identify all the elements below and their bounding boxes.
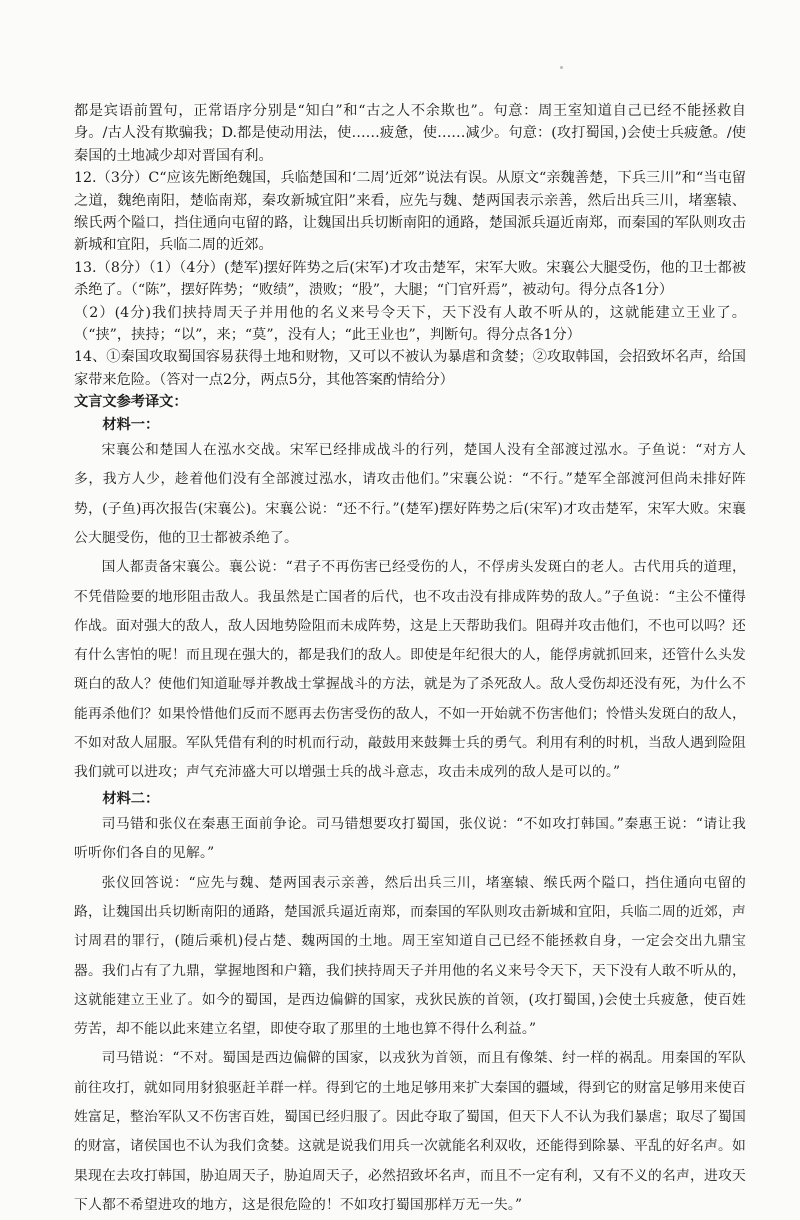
material-two-heading: 材料二： <box>102 790 160 807</box>
material-one-paragraph-2: 国人都责备宋襄公。襄公说：“君子不再伤害已经受伤的人，不俘虏头发斑白的老人。古代用兵的道理，不凭借险要的地形阻击敌人。我虽然是亡国者的后代，也不攻击没有排成阵势的敌人。”子鱼说：“主公不懂得作战。面对强大的敌人，敌人因地势险阻而未成阵势，这是上天帮助我们。阻碍并攻击他们，不也可以吗？还有什么害怕的呢！而且现在强大的，都是我们的敌人。即使是年纪很大的人，能俘虏就抓回来，还管什么头发斑白的敌人？使他们知道耻辱并教战士掌握战斗的方法，就是为了杀死敌人。敌人受伤却还没有死，为什么不能再杀他们？如果怜惜他们反而不愿再去伤害受伤的敌人，不如一开始就不伤害他们；怜惜头发斑白的敌人，不如对敌人屈服。军队凭借有利的时机而行动，敲鼓用来鼓舞士兵的勇气。利用有利的时机，当敌人遇到险阻我们就可以进攻；声气充沛盛大可以增强士兵的战斗意志，攻击未成列的敌人是可以的。” <box>74 559 746 781</box>
scan-speck <box>560 66 563 69</box>
material-one-paragraph-1: 宋襄公和楚国人在泓水交战。宋军已经排成战斗的行列，楚国人没有全部渡过泓水。子鱼说：“对方人多，我方人少，趁着他们没有全部渡过泓水，请攻击他们。”宋襄公说：“不行。”楚军全部渡河但尚未排好阵势，(子鱼)再次报告(宋襄公)。宋襄公说：“还不行。”(楚军)摆好阵势之后(宋军)才攻击楚军，宋军大败。宋襄公大腿受伤，他的卫士都被杀绝了。 <box>74 442 746 546</box>
answer-10-continuation: 都是宾语前置句，正常语序分别是“知白”和“古之人不余欺也”。句意：周王室知道自己已经不能拯救自身。/古人没有欺骗我；D.都是使动用法，使……疲惫，使……减少。句意：(攻打蜀国，)会使士兵疲惫。/使秦国的土地减少却对晋国有利。 <box>74 103 746 164</box>
material-two-paragraph-1: 司马错和张仪在秦惠王面前争论。司马错想要攻打蜀国，张仪说：“不如攻打韩国。”秦惠王说：“请让我听听你们各自的见解。” <box>74 816 746 862</box>
answer-12: 12.（3分）C“应该先断绝魏国，兵临楚国和‘二周’近郊”说法有误。从原文“亲魏善楚，下兵三川”和“当屯留之道，魏绝南阳，楚临南郑，秦攻新城宜阳”来看，应先与魏、楚两国表示亲善，然后出兵三川，堵塞辕、缑氏两个隘口，挡住通向屯留的路，让魏国出兵切断南阳的通路，楚国派兵逼近南郑，而秦国的军队则攻击新城和宜阳，兵临二周的近郊。 <box>74 170 746 254</box>
material-two-paragraph-3: 司马错说：“不对。蜀国是西边偏僻的国家，以戎狄为首领，而且有像桀、纣一样的祸乱。用秦国的军队前往攻打，就如同用豺狼驱赶羊群一样。得到它的土地足够用来扩大秦国的疆域，得到它的财富足够用来使百姓富足，整治军队又不伤害百姓，蜀国已经归服了。因此夺取了蜀国，但天下人不认为我们暴虐；取尽了蜀国的财富，诸侯国也不认为我们贪婪。这就是说我们用兵一次就能名利双收，还能得到除暴、平乱的好名声。如果现在去攻打韩国，胁迫周天子，胁迫周天子，必然招致坏名声，而且不一定有利，又有不义的名声，进攻天下人都不希望进攻的地方，这是很危险的！不如攻打蜀国那样万无一失。” <box>74 1050 746 1213</box>
material-one-heading: 材料一： <box>102 416 160 433</box>
translation-heading: 文言文参考译文： <box>74 394 188 411</box>
material-two-paragraph-2: 张仪回答说：“应先与魏、楚两国表示亲善，然后出兵三川，堵塞辕、缑氏两个隘口，挡住通向屯留的路，让魏国出兵切断南阳的通路，楚国派兵逼近南郑，而秦国的军队则攻击新城和宜阳，兵临二周的近郊，声讨周君的罪行，(随后乘机)侵占楚、魏两国的土地。周王室知道自己已经不能拯救自身，一定会交出九鼎宝器。我们占有了九鼎，掌握地图和户籍，我们挟持周天子并用他的名义来号令天下，天下没有人敢不听从的，这就能建立王业了。如今的蜀国，是西边偏僻的国家，戎狄民族的首领，(攻打蜀国，)会使士兵疲惫，使百姓劳苦，却不能以此来建立名望，即使夺取了那里的土地也算不得什么利益。” <box>74 874 746 1038</box>
answer-13-part2: （2）(4分)我们挟持周天子并用他的名义来号令天下，天下没有人敢不听从的，这就能建立王业了。（“挟”，挟持；“以”，来；“莫”，没有人；“此王业也”，判断句。得分点各1分） <box>74 304 746 344</box>
answer-13-part1: 13.（8分）（1）（4分）(楚军)摆好阵势之后(宋军)才攻击楚军，宋军大败。宋襄公大腿受伤，他的卫士都被杀绝了。（“陈”，摆好阵势；“败绩”，溃败；“股”，大腿；“门官歼焉”，被动句。得分点各1分） <box>74 259 746 299</box>
answer-14: 14、①秦国攻取蜀国容易获得土地和财物，又可以不被认为暴虐和贪婪；②攻取韩国，会招致坏名声，给国家带来危险。（答对一点2分，两点5分，其他答案酌情给分） <box>74 349 746 388</box>
